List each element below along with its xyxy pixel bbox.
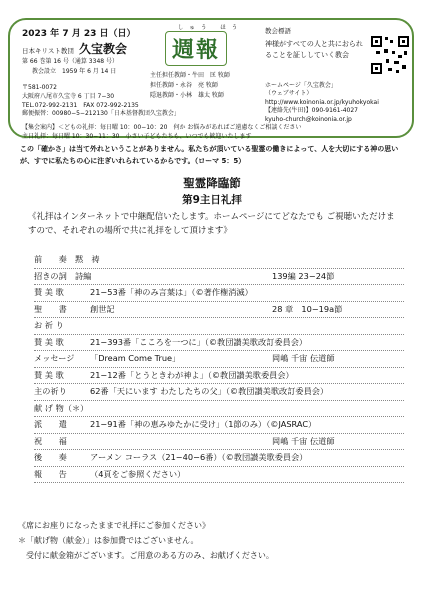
program-detail: アーメン コーラス（21−40−6番）（©教団讃美歌委員会） bbox=[90, 452, 308, 462]
church-motto: 神様がすべての人と共におられることを証ししていく教会 bbox=[265, 40, 363, 59]
program-detail: （4頁をご参照ください） bbox=[90, 468, 186, 479]
program-label: 賛 美 歌 bbox=[34, 287, 64, 297]
program-row bbox=[34, 401, 404, 418]
closing-line: 《席にお座りになったままで礼拝にご参加ください》 bbox=[18, 521, 210, 530]
program-row bbox=[34, 302, 404, 319]
program-reference: 岡嶋 千宙 伝道師 bbox=[272, 353, 335, 363]
program-detail: 21−393番「こころを一つに」（©教団讃美歌改訂委員会） bbox=[90, 336, 308, 347]
program-reference: 28 章 10−19a節 bbox=[272, 303, 343, 314]
program-label: メッセージ bbox=[34, 353, 75, 363]
issue-date: 2023 年 7 月 23 日（日） bbox=[22, 29, 136, 39]
program-label: 主の祈り bbox=[34, 386, 67, 396]
phone-line: 【連絡先(牛田)】090-9161-4027 bbox=[265, 107, 359, 115]
church-address bbox=[22, 84, 180, 119]
program-row bbox=[34, 434, 404, 451]
meeting-line: 主日礼拝：毎日曜 10：30−11：30 小さい子どもたちも、いつでも歓迎いたします bbox=[22, 132, 252, 140]
program-label: 賛 美 歌 bbox=[34, 369, 64, 380]
program-detail: 62番「天にいます わたしたちの父」（©教団讃美歌改訂委員会） bbox=[90, 386, 329, 396]
program-label: 賛 美 歌 bbox=[34, 336, 64, 347]
program-label: お 祈 り bbox=[34, 320, 64, 330]
program-row bbox=[34, 269, 404, 286]
contact-info bbox=[265, 82, 379, 124]
program-reference: 139編 23−24節 bbox=[272, 270, 335, 281]
issue-number: 第 66 巻第 16 号（通算 3348 号） bbox=[22, 58, 118, 65]
website-link[interactable]: http://www.koinonia.or.jp/kyuhokyokai bbox=[265, 98, 379, 106]
program-label: 前 奏 黙 祷 bbox=[34, 254, 100, 264]
program-label: 献 げ 物（＊） bbox=[34, 402, 89, 413]
church-name-line bbox=[22, 40, 127, 57]
closing-notes bbox=[18, 518, 408, 563]
service-sunday-title: 第9主日礼拝 bbox=[182, 194, 242, 206]
address-line: 大阪府八尾市久宝寺 6 丁目 7−30 bbox=[22, 92, 115, 100]
program-row bbox=[34, 351, 404, 368]
program-label: 派 遣 bbox=[34, 419, 67, 429]
address-line: TEL.072-992-2131 FAX 072-992-2135 bbox=[22, 101, 139, 109]
program-detail: 「Dream Come True」 bbox=[90, 353, 181, 363]
program-row bbox=[34, 335, 404, 352]
program-label: 聖 書 bbox=[34, 303, 67, 314]
program-row bbox=[34, 450, 404, 467]
denomination: 日本キリスト教団 bbox=[22, 47, 74, 55]
program-detail: 21−91番「神の恵みゆたかに受け」（1節のみ）（©JASRAC） bbox=[90, 419, 317, 429]
contact-line: （ウェブサイト） bbox=[265, 90, 313, 98]
program-detail: 21−12番「とうときわが神よ」（©教団讃美歌委員会） bbox=[90, 369, 294, 380]
bulletin-title: 週報 bbox=[165, 31, 227, 66]
pastor-entry: 隠退教師・小林 雄太 牧師 bbox=[150, 92, 224, 99]
program-row bbox=[34, 285, 404, 302]
founded-date: 教会設立 1959 年 6 月 14 日 bbox=[32, 68, 117, 75]
scripture-verse: この「確かさ」は当て外れということがありません。私たちが頂いている聖霊の働きによって、人を大切にする神の思いが、すでに私たちの心に注ぎいれられているからです。（ローマ 5：5） bbox=[20, 145, 399, 165]
program-label: 報 告 bbox=[34, 468, 67, 479]
program-row bbox=[34, 368, 404, 385]
closing-line: ＊「献げ物（献金）」は参加費ではございません。 bbox=[18, 536, 199, 545]
meeting-info bbox=[22, 124, 301, 142]
title-ruby: しゅう ほう bbox=[178, 25, 244, 31]
streaming-notice: 《礼拝はインターネットで中継配信いたします。ホームページにてどなたでも ご視聴いただけますので、それぞれの場所で共に礼拝をして頂けます》 bbox=[28, 212, 395, 236]
program-row bbox=[34, 467, 404, 484]
program-row bbox=[34, 417, 404, 434]
header-box bbox=[8, 18, 414, 138]
program-label: 招きの詞 詩編 bbox=[34, 270, 92, 281]
address-line: 〒581-0072 bbox=[22, 84, 57, 91]
pastor-entry: 担任教師・永谷 亮 牧師 bbox=[150, 82, 218, 89]
program-label: 後 奏 bbox=[34, 452, 67, 462]
contact-line: ホームページ「久宝教会」 bbox=[265, 82, 337, 89]
meeting-line: 【集会案内】＜どもの礼拝：毎日曜 10：00−10：20 何か お悩みがあればご遠慮なくご相談ください bbox=[22, 124, 302, 131]
program-label: 祝 福 bbox=[34, 435, 67, 446]
program-detail: 21−53番「神のみ言葉は」（©著作権消滅） bbox=[90, 287, 253, 297]
service-season-title: 聖霊降臨節 bbox=[183, 176, 241, 190]
address-line: 郵便振替：00980−5−212130「日本基督教団久宝教会」 bbox=[22, 110, 180, 118]
worship-program bbox=[34, 252, 404, 483]
program-row bbox=[34, 384, 404, 401]
motto-title: 教会標語 bbox=[265, 27, 291, 35]
email-link[interactable]: kyuho-church@koinonia.or.jp bbox=[265, 115, 352, 123]
church-name: 久宝教会 bbox=[78, 42, 127, 56]
program-detail: 創世記 bbox=[90, 303, 115, 314]
program-reference: 岡嶋 千宙 伝道師 bbox=[272, 435, 335, 446]
program-row bbox=[34, 252, 404, 269]
program-row bbox=[34, 318, 404, 335]
closing-line: 受付に献金箱がございます。ご用意のある方のみ、お献げください。 bbox=[18, 551, 274, 560]
pastor-entry: 主任担任教師・牛田 匡 牧師 bbox=[150, 72, 230, 79]
qr-code-icon[interactable] bbox=[370, 35, 410, 75]
